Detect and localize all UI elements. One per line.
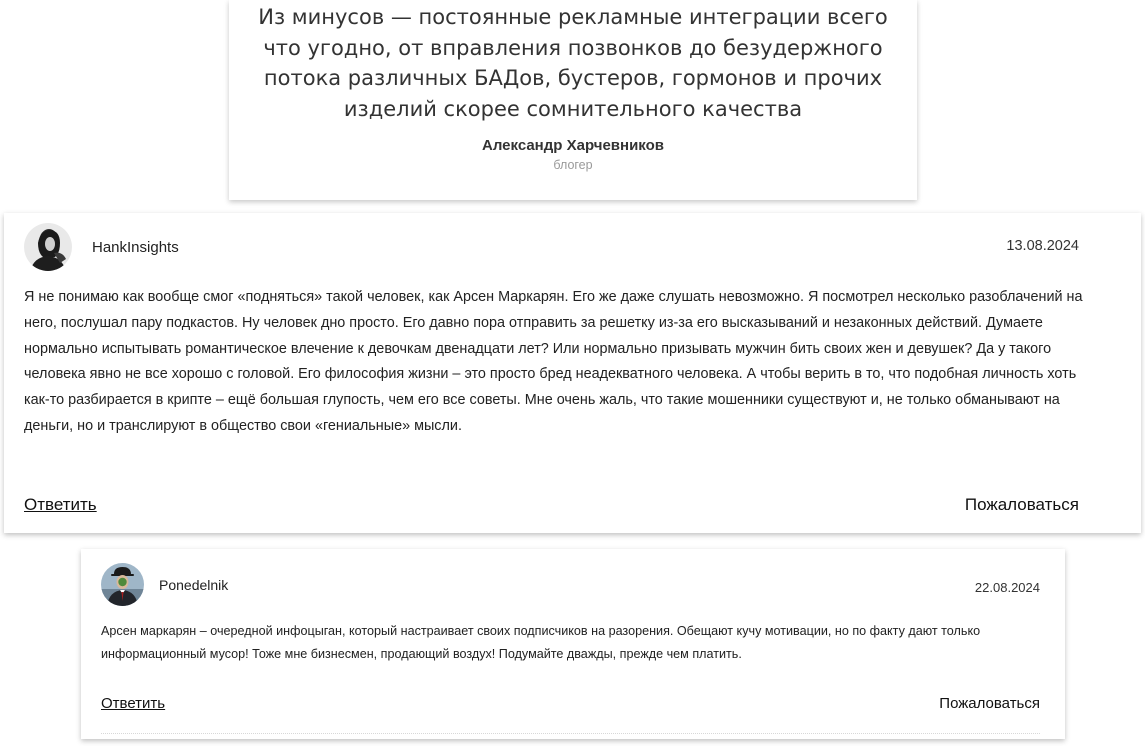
comment-card — [4, 213, 1141, 533]
quote-author: Александр Харчевников — [482, 137, 664, 154]
avatar-image — [101, 563, 144, 606]
report-button[interactable]: Пожаловаться — [939, 695, 1040, 712]
user-avatar-icon[interactable] — [101, 563, 144, 606]
user-avatar-icon[interactable] — [24, 223, 72, 271]
comment-date: 22.08.2024 — [974, 580, 1040, 595]
comment-username[interactable]: HankInsights — [92, 238, 179, 256]
comment-text: Арсен маркарян – очередной инфоцыган, который настраивает своих подписчиков на разорения. Обещают кучу мотивации, но по факту дают только информационный мусор! Тоже мне бизнесмен, продающий воздух! Подумайте дважды, прежде чем платить. — [101, 624, 981, 661]
divider — [101, 733, 1040, 734]
comment-date: 13.08.2024 — [1006, 238, 1079, 254]
comment-text: Я не понимаю как вообще смог «подняться» такой человек, как Арсен Маркарян. Его же даже слушать невозможно. Я посмотрел несколько разоблачений на него, послушал пару подкастов. Ну человек дно просто. Его давно пора отправить за решетку из-за его высказываний и незаконных действий. Думаете нормально испытывать романтическое влечение к девочкам двенадцати лет? Или нормально призывать мужчин бить своих жен и девушек? Да у такого человека явно не все хорошо с головой. Его философия жизни – это просто бред неадекватного человека. А чтобы верить в то, что подобная личность хоть как-то разбирается в крипте – ещё большая глупость, чем его все советы. Мне очень жаль, что такие мошенники существуют и, не только обманывают на деньги, но и транслируют в общество свои «гениальные» мысли. — [24, 289, 1083, 434]
comment-header — [24, 223, 179, 271]
comment-username[interactable]: Ponedelnik — [159, 576, 229, 593]
quote-card — [229, 0, 917, 200]
quote-text: Из минусов — постоянные рекламные интеграции всего что угодно, от вправления позвонков до безудержного потока различных БАДов, бустеров, гормонов и прочих изделий скорее сомнительного качества — [258, 5, 888, 121]
comment-header — [101, 563, 228, 606]
avatar-image — [24, 223, 72, 271]
reply-button[interactable]: Ответить — [24, 495, 97, 514]
comment-card — [81, 549, 1065, 739]
reply-button[interactable]: Ответить — [101, 695, 166, 712]
report-button[interactable]: Пожаловаться — [964, 495, 1079, 514]
quote-author-role: блогер — [553, 158, 593, 172]
